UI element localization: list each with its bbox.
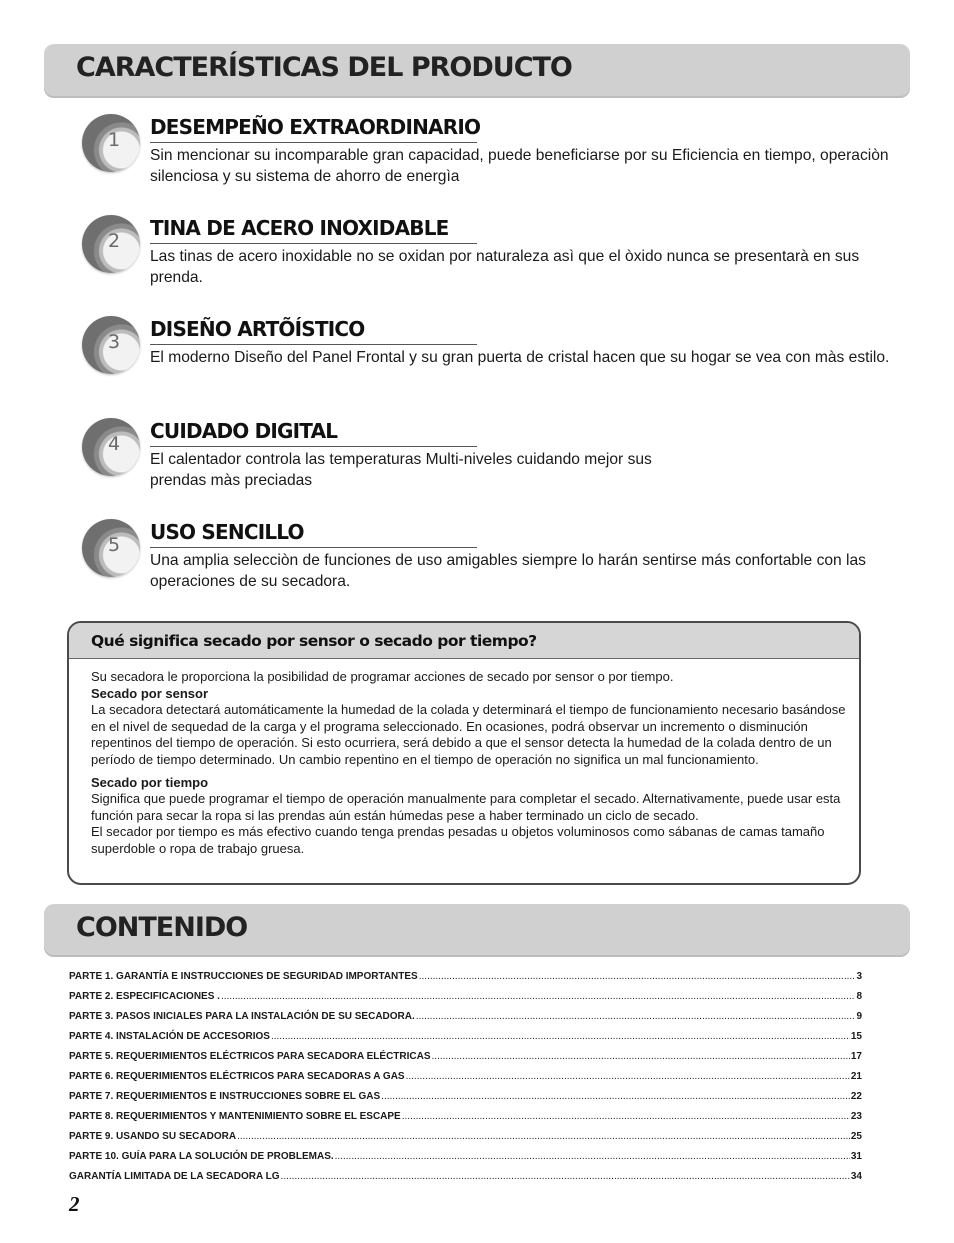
- time-heading: Secado por tiempo: [91, 774, 209, 790]
- toc-entry[interactable]: PARTE 9. USANDO SU SECADORA ..... 25: [69, 1131, 862, 1151]
- feature-title: TINA DE ACERO INOXIDABLE: [150, 216, 449, 240]
- feature-text: El moderno Diseño del Panel Frontal y su gran puerta de cristal hacen que su hogar se vea con màs estilo.: [150, 349, 890, 366]
- toc-entry[interactable]: PARTE 1. GARANTÍA E INSTRUCCIONES DE SEGURIDAD IMPORTANTES ..... 3: [69, 971, 862, 991]
- toc-entry[interactable]: PARTE 8. REQUERIMIENTOS Y MANTENIMIENTO SOBRE EL ESCAPE ..... 23: [69, 1111, 862, 1131]
- sensor-text: La secadora detectará automáticamente la humedad de la colada y determinará el tiempo de funcionamiento necesario basándose en el nivel de sequedad de la carga y el programa seleccionado. En ocasiones, podrá observar un incremento o disminución repentinos del tiempo de operación. Si esto ocurriera, será debido a que el sensor detecta la humedad de la colada dentro de un período de tiempo determinado. Un cambio repentino en el tiempo de operación no significa un mal funcionamiento.: [91, 702, 846, 767]
- feature-divider: [150, 344, 477, 345]
- feature-text: Sin mencionar su incomparable gran capacidad, puede beneficiarse por su Eficiencia en tiempo, operaciòn silenciosa y su sistema de ahorro de energìa: [150, 147, 889, 185]
- feature-item: [82, 114, 902, 204]
- contents-banner: [44, 904, 910, 957]
- page-number: 2: [69, 1192, 80, 1216]
- time-text: Significa que puede programar el tiempo de operación manualmente para completar el secado. Alternativamente, puede usar esta función para secar la ropa si las prendas aún están húmedas pese a haber terminado un ciclo de secado.: [91, 791, 841, 823]
- toc-entry[interactable]: PARTE 10. GUÍA PARA LA SOLUCIÓN DE PROBLEMAS. ..... 31: [69, 1151, 862, 1171]
- sensor-info-box: [67, 621, 861, 885]
- sensor-box-content: [91, 669, 851, 858]
- page-title: CARACTERÍSTICAS DEL PRODUCTO: [76, 52, 572, 83]
- feature-text: Las tinas de acero inoxidable no se oxidan por naturaleza asì que el òxido nunca se presentarà en sus prenda.: [150, 248, 860, 286]
- feature-divider: [150, 446, 477, 447]
- toc-entry[interactable]: PARTE 6. REQUERIMIENTOS ELÉCTRICOS PARA SECADORAS A GAS ..... 21: [69, 1071, 862, 1091]
- time-text-extra: El secador por tiempo es más efectivo cuando tenga prendas pesadas u objetos voluminosos como sábanas de camas tamaño superdoble o ropa de trabajo gruesa.: [91, 824, 825, 856]
- toc-entry[interactable]: GARANTÍA LIMITADA DE LA SECADORA LG ..... 34: [69, 1171, 862, 1191]
- feature-title: DESEMPEÑO EXTRAORDINARIO: [150, 115, 481, 139]
- product-features-banner: [44, 44, 910, 98]
- table-of-contents: [69, 971, 862, 1191]
- sensor-heading: Secado por sensor: [91, 685, 209, 701]
- sensor-box-title: Qué significa secado por sensor o secado por tiempo?: [91, 632, 537, 650]
- feature-title: DISEÑO ARTÕÍSTICO: [150, 317, 365, 341]
- number-badge-icon: 1: [82, 114, 140, 172]
- sensor-intro: Su secadora le proporciona la posibilidad de programar acciones de secado por sensor o por tiempo.: [91, 669, 674, 684]
- feature-title: USO SENCILLO: [150, 520, 304, 544]
- toc-entry[interactable]: PARTE 7. REQUERIMIENTOS E INSTRUCCIONES SOBRE EL GAS ..... 22: [69, 1091, 862, 1111]
- feature-item: [82, 215, 902, 305]
- feature-text: Una amplia selecciòn de funciones de uso amigables siempre lo harán sentirse más confortable con las operaciones de su secadora.: [150, 552, 866, 590]
- toc-entry[interactable]: PARTE 3. PASOS INICIALES PARA LA INSTALACIÓN DE SU SECADORA. ..... 9: [69, 1011, 862, 1031]
- feature-divider: [150, 243, 477, 244]
- sensor-box-header: [69, 623, 859, 659]
- feature-item: [82, 418, 902, 508]
- number-badge-icon: 3: [82, 316, 140, 374]
- number-badge-icon: 2: [82, 215, 140, 273]
- feature-item: [82, 519, 902, 609]
- toc-entry[interactable]: PARTE 4. INSTALACIÓN DE ACCESORIOS ..... 15: [69, 1031, 862, 1051]
- feature-title: CUIDADO DIGITAL: [150, 419, 338, 443]
- contents-title: CONTENIDO: [76, 912, 248, 943]
- toc-entry[interactable]: PARTE 2. ESPECIFICACIONES . ..... 8: [69, 991, 862, 1011]
- number-badge-icon: 5: [82, 519, 140, 577]
- feature-divider: [150, 547, 477, 548]
- feature-text: El calentador controla las temperaturas Multi-niveles cuidando mejor sus prendas màs preciadas: [150, 451, 652, 489]
- toc-entry[interactable]: PARTE 5. REQUERIMIENTOS ELÉCTRICOS PARA SECADORA ELÉCTRICAS ..... 17: [69, 1051, 862, 1071]
- feature-divider: [150, 142, 477, 143]
- number-badge-icon: 4: [82, 418, 140, 476]
- feature-item: [82, 316, 902, 406]
